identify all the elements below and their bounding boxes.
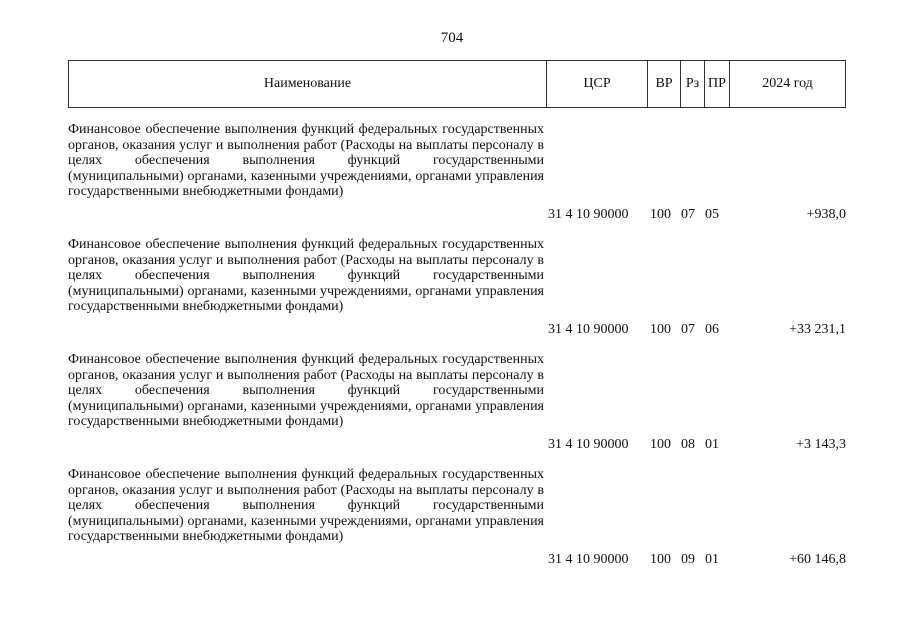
row-pr: 01: [705, 552, 719, 567]
row-vr: 100: [650, 322, 671, 337]
header-rz: Рз: [681, 61, 705, 107]
row-pr: 05: [705, 207, 719, 222]
table-row: [68, 467, 848, 582]
row-csr: 31 4 10 90000: [548, 437, 629, 452]
header-year: 2024 год: [762, 76, 813, 91]
row-name: Финансовое обеспечение выполнения функций федеральных государственных органов, оказания услуг и выполнения работ (Расходы на выплаты персоналу в целях обеспечения выполнения функций государственными (муниципальными) органами, казенными учреждениями, органами управления государственными внебюджетными фондами): [68, 352, 544, 429]
row-pr: 01: [705, 437, 719, 452]
table-body: [68, 122, 848, 582]
table-row: [68, 122, 848, 237]
header-vr: ВР: [648, 61, 681, 107]
row-vr: 100: [650, 552, 671, 567]
row-csr: 31 4 10 90000: [548, 552, 629, 567]
row-vr: 100: [650, 437, 671, 452]
row-csr: 31 4 10 90000: [548, 322, 629, 337]
row-rz: 07: [681, 322, 695, 337]
row-rz: 08: [681, 437, 695, 452]
row-name: Финансовое обеспечение выполнения функций федеральных государственных органов, оказания услуг и выполнения работ (Расходы на выплаты персоналу в целях обеспечения выполнения функций государственными (муниципальными) органами, казенными учреждениями, органами управления государственными внебюджетными фондами): [68, 122, 544, 199]
row-rz: 09: [681, 552, 695, 567]
row-vr: 100: [650, 207, 671, 222]
row-value: +60 146,8: [789, 552, 846, 567]
row-pr: 06: [705, 322, 719, 337]
page-number: 704: [440, 30, 464, 46]
header-name: Наименование: [69, 61, 547, 107]
row-csr: 31 4 10 90000: [548, 207, 629, 222]
table-header: [68, 60, 846, 108]
row-value: +3 143,3: [796, 437, 846, 452]
row-name: Финансовое обеспечение выполнения функций федеральных государственных органов, оказания услуг и выполнения работ (Расходы на выплаты персоналу в целях обеспечения выполнения функций государственными (муниципальными) органами, казенными учреждениями, органами управления государственными внебюджетными фондами): [68, 237, 544, 314]
table-row: [68, 237, 848, 352]
row-name: Финансовое обеспечение выполнения функций федеральных государственных органов, оказания услуг и выполнения работ (Расходы на выплаты персоналу в целях обеспечения выполнения функций государственными (муниципальными) органами, казенными учреждениями, органами управления государственными внебюджетными фондами): [68, 467, 544, 544]
row-rz: 07: [681, 207, 695, 222]
row-value: +938,0: [806, 207, 846, 222]
header-csr: ЦСР: [547, 61, 648, 107]
row-value: +33 231,1: [789, 322, 846, 337]
header-pr: ПР: [705, 61, 730, 107]
table-row: [68, 352, 848, 467]
